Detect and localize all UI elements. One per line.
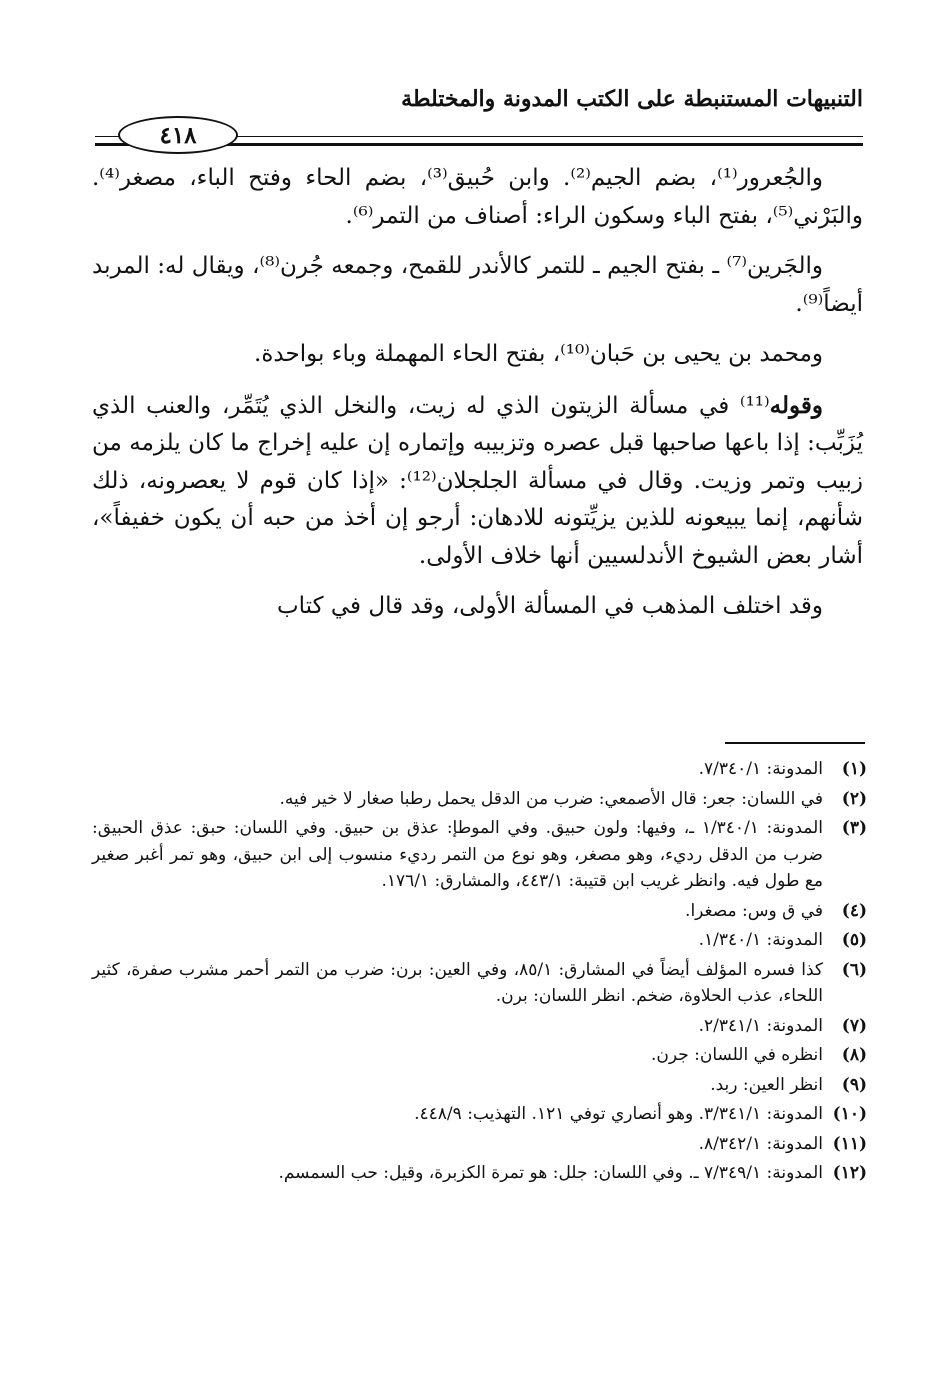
footnote-text: المدونة: ٢/٣٤١/١. — [698, 1015, 823, 1036]
footnote — [92, 1101, 867, 1128]
footnote-text: المدونة: ٨/٣٤٢/١. — [698, 1133, 823, 1154]
footnote-number: (١٠) — [832, 1104, 867, 1124]
footnote-text: في اللسان: جعر: قال الأصمعي: ضرب من الدقل يحمل رطبا صغار لا خير فيه. — [279, 788, 823, 809]
footnote-number: (١) — [841, 759, 867, 779]
page-number-badge — [118, 116, 238, 154]
footnote-text: انظره في اللسان: جرن. — [650, 1045, 823, 1065]
footnote-separator — [725, 742, 865, 744]
footnote-number: (٣) — [841, 818, 867, 838]
footnote-number: (٦) — [841, 959, 867, 980]
footnote-number: (٨) — [841, 1045, 867, 1065]
footnote-text: المدونة: ٧/٣٤٩/١ ـ. وفي اللسان: جلل: هو تمرة الكزبرة، وقيل: حب السمسم. — [278, 1163, 823, 1183]
footnote — [92, 1131, 867, 1158]
footnote-text: المدونة: ٧/٣٤٠/١. — [698, 759, 823, 779]
footnote — [92, 756, 867, 783]
footnote — [92, 1160, 867, 1187]
footnote-text: المدونة: ١/٣٤٠/١ ـ، وفيها: ولون حبيق. وفي الموطإ: عذق بن حبيق. وفي اللسان: حبق: عذق الحبيق: ضرب من الدقل رديء، وهو مصغر، وهو نوع من التمر رديء منسوب إلى ابن حبيق، وهو تمر أغبر صغير مع طول فيه. وانظر غريب ابن قتيبة: ٤٤٣/١، والمشارق: ١٧٦/١. — [92, 818, 823, 891]
footnote — [92, 1072, 867, 1099]
footnote-number: (٩) — [841, 1074, 867, 1095]
footnote — [92, 957, 867, 1010]
footnote-number: (١٢) — [832, 1163, 867, 1183]
footnote-text: المدونة: ١/٣٤٠/١. — [698, 930, 823, 950]
footnote-number: (٥) — [841, 930, 867, 950]
footnote — [92, 898, 867, 925]
running-title: التنبيهات المستنبطة على الكتب المدونة والمختلطة — [401, 86, 863, 112]
footnote-number: (٤) — [841, 900, 867, 921]
paragraph-4 — [92, 387, 863, 576]
footnote — [92, 1013, 867, 1040]
footnote — [92, 1042, 867, 1069]
footnotes — [92, 756, 867, 1190]
footnote-text: انظر العين: ربد. — [710, 1074, 823, 1095]
paragraph-2: والجَرين⁽⁷⁾ ـ بفتح الجيم ـ للتمر كالأندر للقمح، وجمعه جُرن⁽⁸⁾، ويقال له: المربد أيضاً⁽⁹⁾. — [92, 253, 863, 317]
paragraph-3: ومحمد بن يحيى بن حَبان⁽¹⁰⁾، بفتح الحاء المهملة وباء بواحدة. — [254, 341, 823, 367]
paragraph-4-text: ⁽¹¹⁾ في مسألة الزيتون الذي له زيت، والنخل الذي يُتَمِّر، والعنب الذي يُزَبِّب: إذا باعها صاحبها قبل عصره وتزبيبه وإتماره إن عليه إخراج ما كان يلزمه من زبيب وتمر وزيت. وقال في مسألة الجلجلان⁽¹²⁾: «إذا كان قوم لا يعصرونه، ذلك شأنهم، إنما يبيعونه للذين يزيِّتونه للادهان: أرجو إن أخذ من حبه أن يكون خفيفاً»، أشار بعض الشيوخ الأندلسيين أنها خلاف الأولى. — [92, 392, 863, 569]
footnote-text: في ق وس: مصغرا. — [685, 900, 823, 921]
footnote — [92, 927, 867, 954]
page-number: ٤١٨ — [159, 121, 197, 149]
footnote-text: كذا فسره المؤلف أيضاً في المشارق: ٨٥/١، وفي العين: برن: ضرب من التمر أحمر مشرب صفرة، كثير اللحاء، عذب الحلاوة، ضخم. انظر اللسان: برن. — [92, 959, 823, 1006]
paragraph-1: والجُعرور⁽¹⁾، بضم الجيم⁽²⁾. وابن حُبيق⁽³⁾، بضم الحاء وفتح الباء، مصغر⁽⁴⁾. والبَرْني⁽⁵⁾، بفتح الباء وسكون الراء: أصناف من التمر⁽⁶⁾. — [92, 165, 863, 229]
footnote-number: (٧) — [841, 1015, 867, 1036]
main-text — [92, 160, 863, 639]
footnote — [92, 815, 867, 895]
paragraph-5: وقد اختلف المذهب في المسألة الأولى، وقد قال في كتاب — [277, 593, 823, 619]
footnote-number: (١١) — [832, 1133, 867, 1154]
footnote-text: المدونة: ٣/٣٤١/١. وهو أنصاري توفي ١٢١. التهذيب: ٤٤٨/٩. — [414, 1104, 823, 1124]
footnote-number: (٢) — [841, 788, 867, 809]
paragraph-4-lead: وقوله — [769, 391, 823, 419]
footnote — [92, 786, 867, 813]
